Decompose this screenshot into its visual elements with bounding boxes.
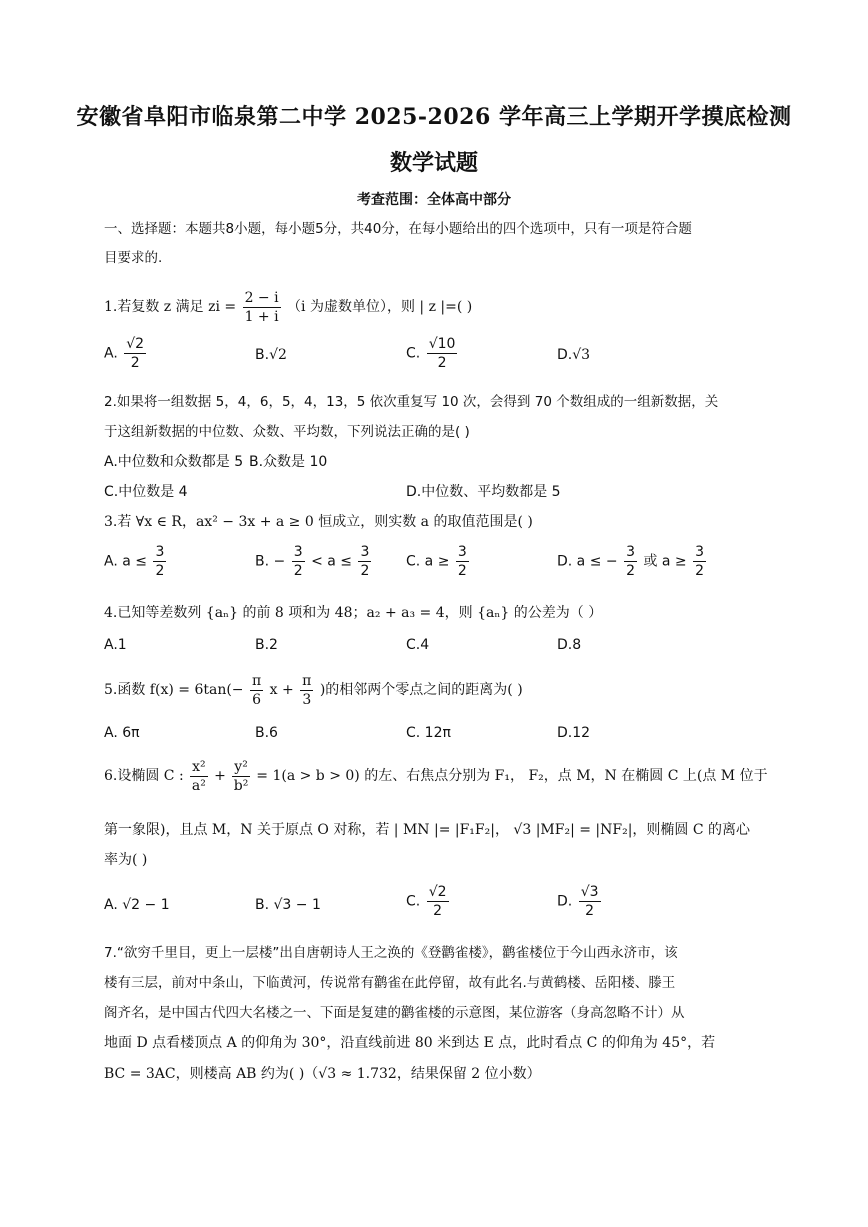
q3-option-d-frac2	[693, 543, 706, 580]
question-2-line2: 于这组新数据的中位数、众数、平均数，下列说法正确的是( )	[104, 424, 470, 440]
q1-option-a	[104, 335, 148, 372]
q3-b-den1: 2	[293, 563, 303, 579]
q1-option-c	[406, 335, 459, 372]
q4-option-d: D.8	[557, 637, 582, 653]
q2-option-a: A.中位数和众数都是 5	[104, 454, 244, 470]
q3-a-num: 3	[155, 544, 165, 560]
q6-c-num: √2	[428, 884, 447, 900]
q6-d-num: √3	[580, 884, 599, 900]
q6-option-c	[406, 883, 451, 920]
q6-frac-x	[190, 758, 208, 795]
q3-option-d-mid: 或 a ≥	[643, 553, 687, 570]
q6-option-a: A. √2 − 1	[104, 897, 170, 913]
q5-option-c: C. 12π	[406, 725, 451, 741]
q6-den-a2: a²	[191, 777, 206, 794]
q3-option-a-frac	[153, 543, 166, 580]
q1-option-c-den: 2	[437, 355, 447, 371]
q6-c-den: 2	[433, 903, 443, 919]
q6-num-y2: y²	[234, 758, 248, 775]
q1-option-a-label: A.	[104, 345, 118, 362]
question-1-stem	[104, 287, 764, 327]
q1-fraction	[243, 289, 281, 326]
q3-b-den2: 2	[360, 563, 370, 579]
q3-option-c-pre: C. a ≥	[406, 553, 450, 570]
q1-option-b-value: √2	[269, 347, 287, 363]
question-7-line4: 地面 D 点看楼顶点 A 的仰角为 30°，沿直线前进 80 米到达 E 点，此时看点 C 的仰角为 45°，若	[104, 1035, 716, 1051]
q5-frac-pi-3	[300, 672, 313, 709]
q1-option-b	[255, 347, 287, 363]
q1-stem-post: （i 为虚数单位），则 | z |=( )	[287, 299, 473, 315]
q2-option-d: D.中位数、平均数都是 5	[406, 484, 561, 500]
question-2-line1: 2.如果将一组数据 5，4，6，5，4，13，5 依次重复写 10 次，会得到 70 个数组成的一组新数据，关	[104, 394, 719, 410]
q3-option-c	[406, 543, 471, 580]
question-7-line1: 7.“欲穷千里目，更上一层楼”出自唐朝诗人王之涣的《登鹳雀楼》，鹳雀楼位于今山西永济市，该	[104, 945, 678, 961]
q3-option-d-pre: D. a ≤ −	[557, 553, 618, 570]
q6-option-b: B. √3 − 1	[255, 897, 321, 913]
q3-option-c-frac	[456, 543, 469, 580]
q5-option-a: A. 6π	[104, 725, 140, 741]
q2-option-b: B.众数是 10	[249, 454, 328, 470]
q5-frac-pi-6	[250, 672, 263, 709]
q3-b-num1: 3	[293, 544, 303, 560]
question-6-stem: 6.设椭圆 C : $\frac{\text{x²}}{\text{a²}}$ + $\frac{\text{y²}}{\text{b²}}$ = 1(a > b > 0) 的左、右焦点分别为 F₁， F₂，点 M，N 在椭圆 C 上(点 M 位于	[104, 758, 768, 794]
q5-option-b: B.6	[255, 725, 278, 741]
section-intro-line2: 目要求的.	[104, 250, 163, 266]
q6-num-x2: x²	[192, 758, 206, 775]
q6-stem-post: = 1(a > b > 0) 的左、右焦点分别为 F₁， F₂，点 M，N 在椭圆 C 上(点 M 位于	[256, 768, 768, 784]
q6-den-b2: b²	[233, 777, 249, 794]
q6-option-d-frac	[579, 883, 601, 920]
q1-option-b-label: B.	[255, 347, 270, 363]
q3-option-b-pre: B. −	[255, 553, 286, 570]
exam-scope: 考查范围：全体高中部分	[357, 192, 511, 208]
q1-option-a-den: 2	[130, 355, 140, 371]
q3-option-b	[255, 543, 373, 580]
q2-option-c: C.中位数是 4	[104, 484, 188, 500]
q6-option-d-label: D.	[557, 893, 573, 910]
q1-frac-den: 1 + i	[244, 308, 279, 325]
q3-c-num: 3	[457, 544, 467, 560]
q1-frac-num: 2 − i	[244, 289, 279, 306]
q3-b-num2: 3	[360, 544, 370, 560]
q5-stem-mid: x +	[269, 682, 294, 698]
q1-option-c-frac	[427, 335, 458, 372]
q6-d-den: 2	[585, 903, 595, 919]
q3-d-num2: 3	[695, 544, 705, 560]
q3-option-b-frac1	[292, 543, 305, 580]
question-6-line2: 第一象限)，且点 M，N 关于原点 O 对称，若 | MN |= |F₁F₂|， √3 |MF₂| = |NF₂|，则椭圆 C 的离心	[104, 822, 751, 838]
q3-option-b-mid: < a ≤	[311, 553, 353, 570]
q5-option-d: D.12	[557, 725, 591, 741]
q1-option-d	[557, 347, 590, 363]
q6-option-c-frac	[427, 883, 449, 920]
q4-option-a: A.1	[104, 637, 127, 653]
q1-option-d-value: √3	[572, 347, 591, 363]
q3-c-den: 2	[457, 563, 467, 579]
q4-option-c: C.4	[406, 637, 430, 653]
q3-d-den1: 2	[626, 563, 635, 579]
q6-option-d	[557, 883, 603, 920]
q4-option-b: B.2	[255, 637, 278, 653]
q6-stem-pre: 6.设椭圆 C :	[104, 768, 184, 784]
q6-frac-y	[232, 758, 250, 795]
question-5-stem	[104, 670, 764, 710]
q5-num-pi1: π	[251, 672, 262, 689]
question-7-line3: 阁齐名，是中国古代四大名楼之一、下面是复建的鹳雀楼的示意图，某位游客（身高忽略不计）从	[104, 1005, 685, 1021]
q3-option-b-frac2	[358, 543, 371, 580]
section-intro-line1: 一、选择题：本题共8小题，每小题5分，共40分，在每小题给出的四个选项中，只有一项是符合题	[104, 221, 692, 237]
q1-option-d-label: D.	[557, 347, 573, 363]
q6-option-c-label: C.	[406, 893, 421, 910]
q5-den-6: 6	[252, 691, 262, 708]
q1-stem-pre: 1.若复数 z 满足 zi =	[104, 299, 237, 315]
q5-stem-pre: 5.函数 f(x) = 6tan(−	[104, 682, 244, 698]
q1-option-c-num: √10	[428, 336, 456, 352]
question-3-stem: 3.若 ∀x ∈ R，ax² − 3x + a ≥ 0 恒成立，则实数 a 的取值范围是( )	[104, 514, 533, 530]
question-7-line5: BC = 3AC，则楼高 AB 约为( )（√3 ≈ 1.732，结果保留 2 位小数）	[104, 1066, 541, 1082]
q1-option-a-num: √2	[126, 336, 145, 352]
q1-option-c-label: C.	[406, 345, 421, 362]
q3-a-den: 2	[155, 563, 165, 579]
question-7-line2: 楼有三层，前对中条山，下临黄河，传说常有鹳雀在此停留，故有此名.与黄鹤楼、岳阳楼、滕王	[104, 975, 676, 991]
q5-stem-post: )的相邻两个零点之间的距离为( )	[319, 682, 523, 698]
q3-option-a	[104, 543, 168, 580]
question-4-stem: 4.已知等差数列 {aₙ} 的前 8 项和为 48；a₂ + a₃ = 4，则 {aₙ} 的公差为（ ）	[104, 605, 603, 621]
question-6-line3: 率为( )	[104, 852, 148, 868]
q1-option-a-frac	[124, 335, 146, 372]
exam-subtitle: 数学试题	[389, 150, 478, 176]
q3-d-num1: 3	[626, 544, 635, 560]
q3-option-d	[557, 543, 708, 580]
q3-option-a-pre: A. a ≤	[104, 553, 147, 570]
q3-d-den2: 2	[695, 563, 705, 579]
q5-num-pi2: π	[302, 672, 312, 689]
q5-den-3: 3	[302, 691, 312, 708]
exam-title: 安徽省阜阳市临泉第二中学 2025-2026 学年高三上学期开学摸底检测	[76, 104, 792, 130]
q3-option-d-frac1	[624, 543, 637, 580]
